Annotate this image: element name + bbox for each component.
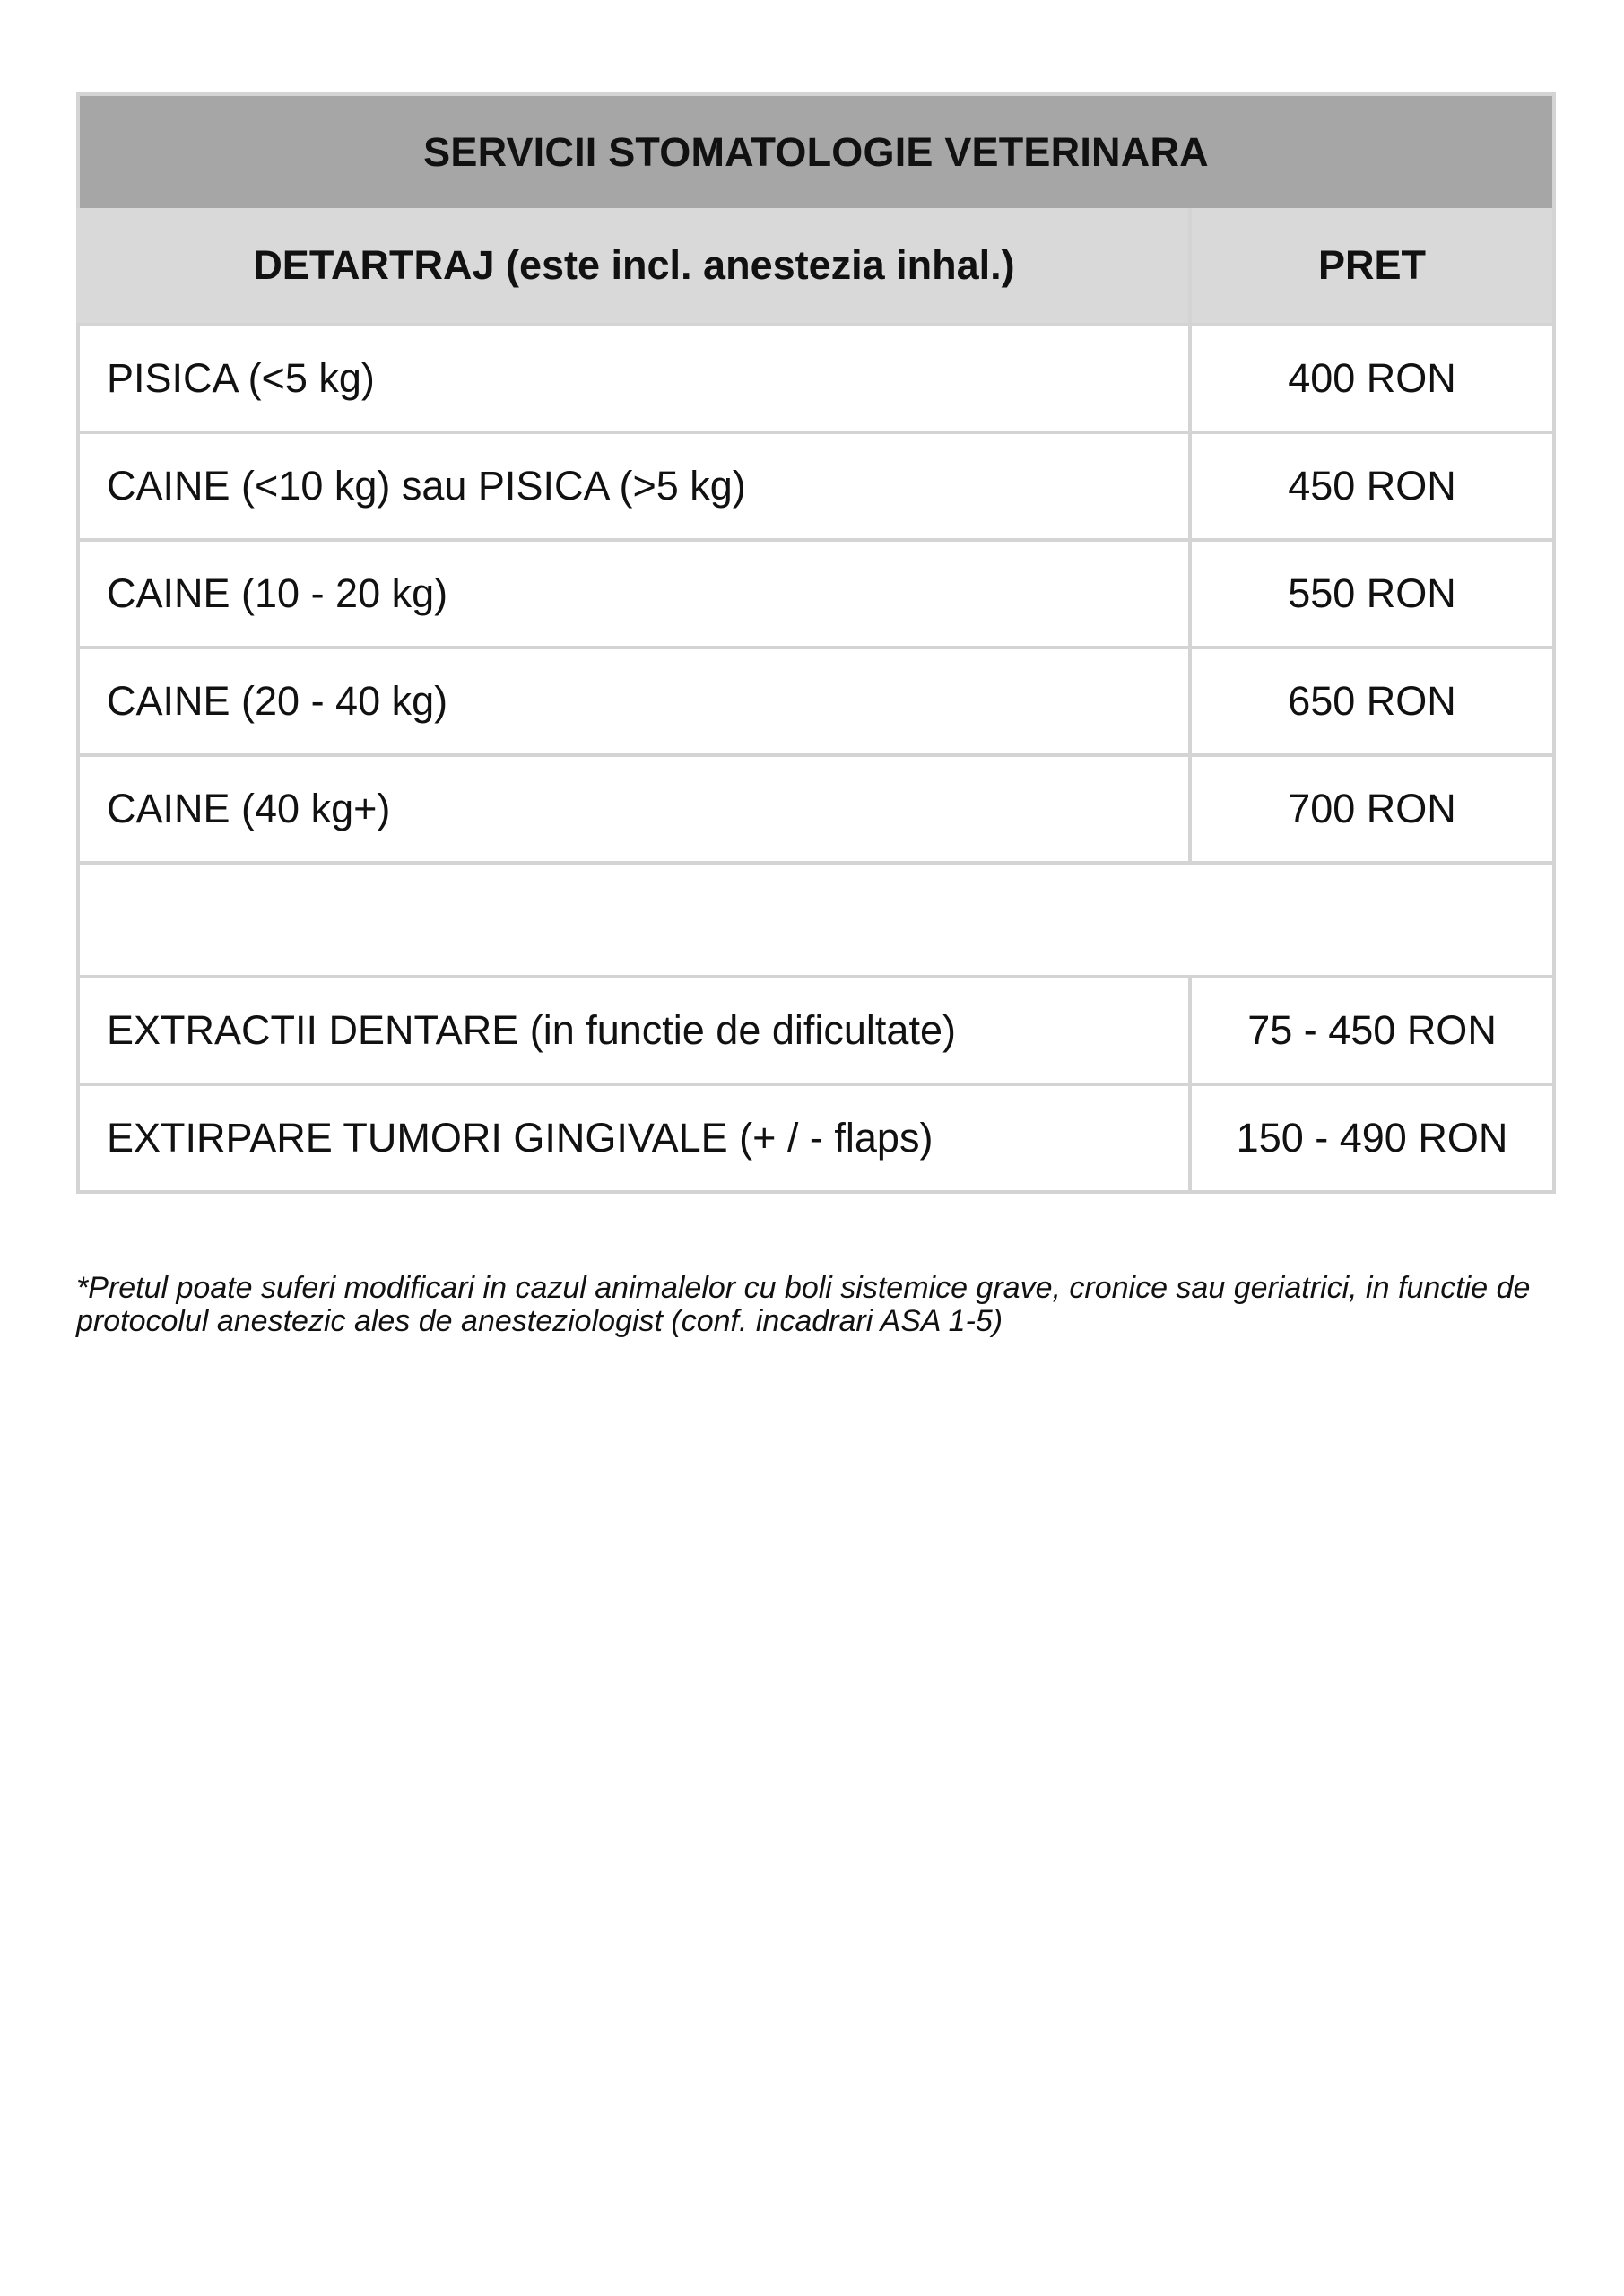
spacer-row (78, 863, 1554, 977)
table-title: SERVICII STOMATOLOGIE VETERINARA (78, 94, 1554, 208)
price-cell: 650 RON (1190, 648, 1554, 755)
service-cell: PISICA (<5 kg) (78, 325, 1190, 432)
price-table (76, 92, 1556, 1194)
spacer-cell (78, 863, 1554, 977)
price-cell: 550 RON (1190, 540, 1554, 648)
price-cell: 75 - 450 RON (1190, 977, 1554, 1084)
table-row (78, 977, 1554, 1084)
service-cell: CAINE (<10 kg) sau PISICA (>5 kg) (78, 432, 1190, 540)
table-row (78, 540, 1554, 648)
table-row (78, 755, 1554, 863)
header-service: DETARTRAJ (este incl. anestezia inhal.) (78, 208, 1190, 325)
footnote: *Pretul poate suferi modificari in cazul animalelor cu boli sistemice grave, cronice sau geriatrici, in functie de protocolul anestezic ales de anesteziologist (conf. incadrari ASA 1-5) (76, 1271, 1531, 1338)
service-cell: EXTRACTII DENTARE (in functie de dificultate) (78, 977, 1190, 1084)
header-price: PRET (1190, 208, 1554, 325)
table-row (78, 432, 1554, 540)
table-title-row (78, 94, 1554, 208)
table-row (78, 325, 1554, 432)
price-cell: 400 RON (1190, 325, 1554, 432)
service-cell: EXTIRPARE TUMORI GINGIVALE (+ / - flaps) (78, 1084, 1190, 1192)
service-cell: CAINE (40 kg+) (78, 755, 1190, 863)
table-row (78, 1084, 1554, 1192)
price-cell: 150 - 490 RON (1190, 1084, 1554, 1192)
service-cell: CAINE (10 - 20 kg) (78, 540, 1190, 648)
price-cell: 700 RON (1190, 755, 1554, 863)
table-header-row (78, 208, 1554, 325)
service-cell: CAINE (20 - 40 kg) (78, 648, 1190, 755)
price-cell: 450 RON (1190, 432, 1554, 540)
table-row (78, 648, 1554, 755)
